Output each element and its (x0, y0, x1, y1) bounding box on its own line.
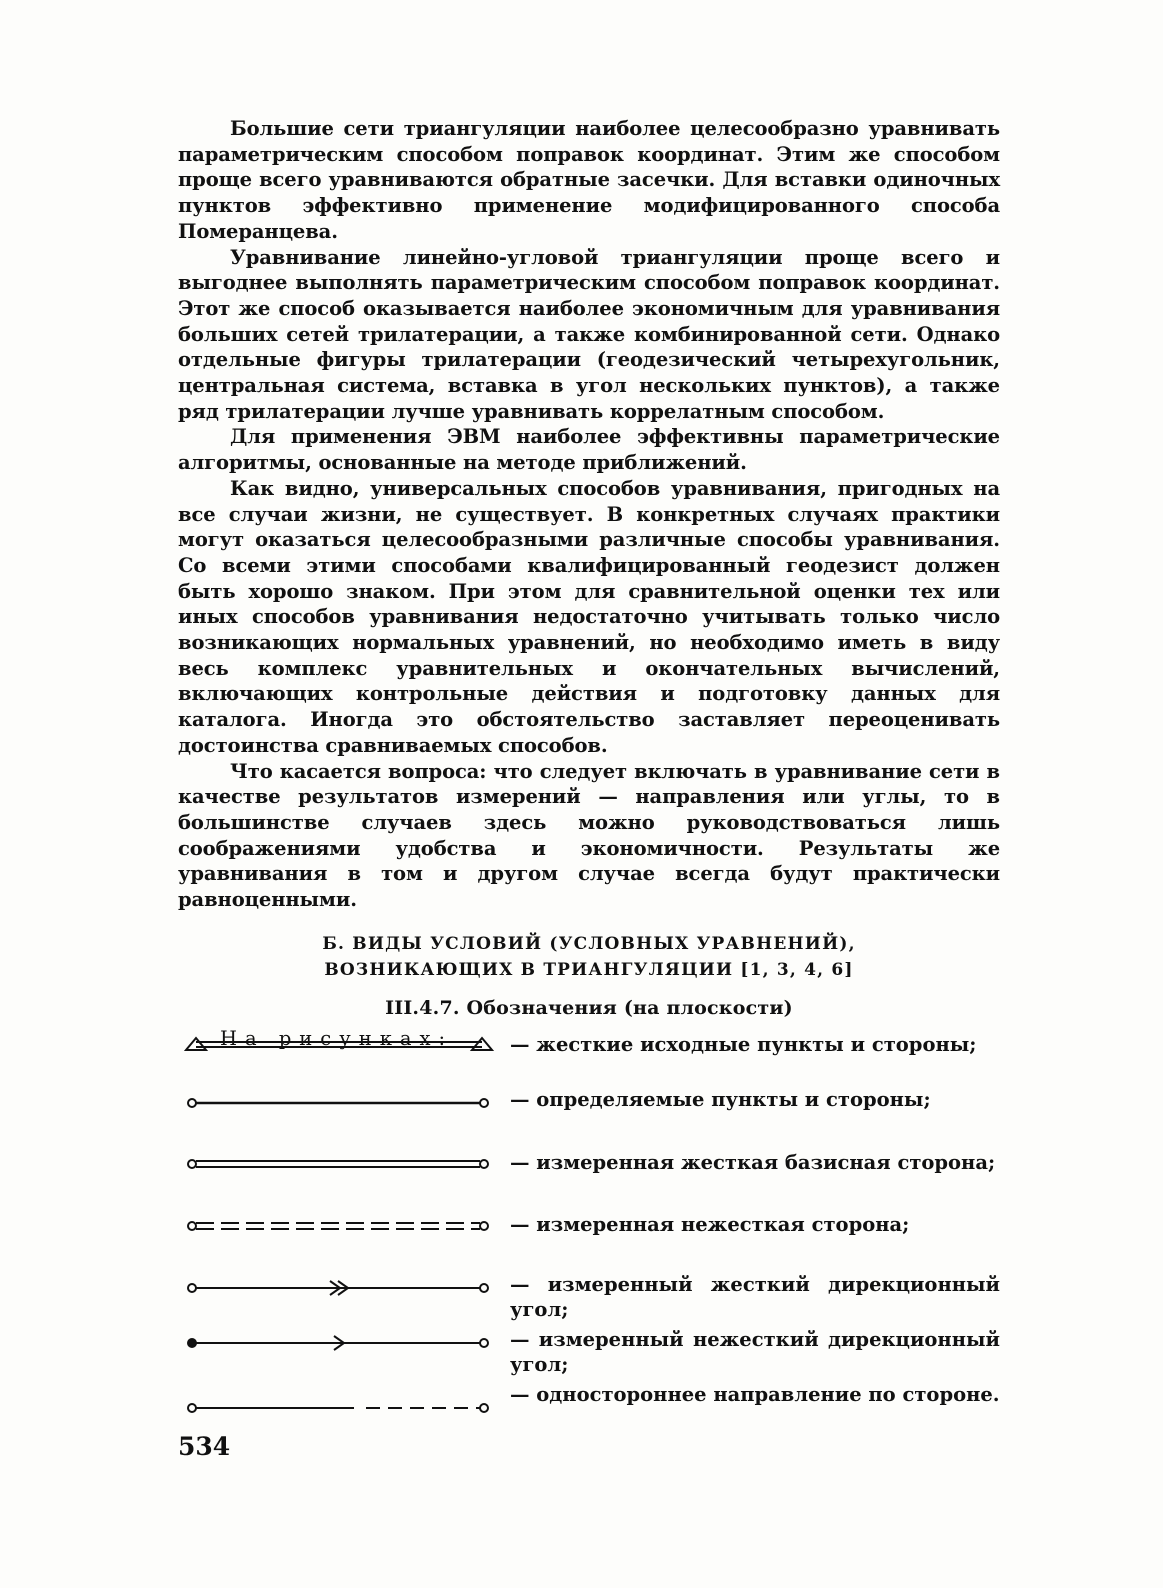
legend-intro: На рисунках: (220, 1026, 454, 1050)
legend-row-rigid-points (178, 1032, 1000, 1072)
rigid-baseline-symbol (184, 1150, 504, 1180)
nonrigid-side-symbol (184, 1212, 504, 1242)
nonrigid-angle-symbol (184, 1327, 504, 1357)
determined-points-symbol (184, 1087, 504, 1117)
legend-row-nonrigid-angle (178, 1327, 1000, 1383)
legend-row-rigid-baseline (178, 1150, 1000, 1206)
legend-text-nonrigid-angle: — измеренный нежесткий дирекционный угол; (510, 1328, 1000, 1376)
rigid-angle-symbol (184, 1272, 504, 1302)
one-sided-direction-symbol (184, 1382, 504, 1422)
legend-text-rigid-points: — жесткие исходные пункты и стороны; (510, 1033, 977, 1056)
legend-row-rigid-angle (178, 1272, 1000, 1328)
legend-text-rigid-baseline: — измеренная жесткая базисная сторона; (510, 1151, 996, 1174)
paragraph-5: Что касается вопроса: что следует включать в уравнивание сети в качестве результатов измерений — направления или углы, то в большинстве случаев здесь можно руководствоваться лишь соображениями удобства и экономичности. Результаты же уравнивания в том и другом случае всегда будут практически равноценными. (178, 759, 1000, 912)
page-number: 534 (178, 1432, 231, 1461)
paragraph-4: Как видно, универсальных способов уравнивания, пригодных на все случаи жизни, не существует. В конкретных случаях практики могут оказаться целесообразными различные способы уравнивания. Со всеми этими способами квалифицированный геодезист должен быть хорошо знаком. При этом для сравнительной оценки тех или иных способов уравнивания недостаточно учитывать только число возникающих нормальных уравнений, но необходимо иметь в виду весь комплекс уравнительных и окончательных вычислений, включающих контрольные действия и подготовку данных для каталога. Иногда это обстоятельство заставляет переоценивать достоинства сравниваемых способов. (178, 476, 1000, 757)
paragraph-1: Большие сети триангуляции наиболее целесообразно уравнивать параметрическим способом поправок координат. Этим же способом проще всего уравниваются обратные засечки. Для вставки одиночных пунктов эффективно применение модифицированного способа Померанцева. (178, 117, 1000, 243)
legend-text-one-sided: — одностороннее направление по стороне. (510, 1383, 1000, 1406)
paragraph-2: Уравнивание линейно-угловой триангуляции проще всего и выгоднее выполнять параметрическим способом поправок координат. Этот же способ оказывается наиболее экономичным для уравнивания больших сетей трилатерации, а также комбинированной сети. Однако отдельные фигуры трилатерации (геодезический четырехугольник, центральная система, вставка в угол нескольких пунктов), а также ряд трилатерации лучше уравнивать коррелатным способом. (178, 245, 1000, 423)
page-body (178, 116, 1000, 1050)
legend-text-nonrigid-side: — измеренная нежесткая сторона; (510, 1213, 910, 1236)
legend-row-nonrigid-side (178, 1212, 1000, 1252)
paragraph-3: Для применения ЭВМ наиболее эффективны параметрические алгоритмы, основанные на методе приближений. (178, 425, 1000, 475)
legend-text-rigid-angle: — измеренный жесткий дирекционный угол; (510, 1273, 1000, 1321)
section-heading-line-2: ВОЗНИКАЮЩИХ В ТРИАНГУЛЯЦИИ [1, 3, 4, 6] (324, 959, 854, 980)
rigid-points-symbol (184, 1032, 504, 1062)
subsection-heading: III.4.7. Обозначения (на плоскости) (385, 996, 793, 1019)
legend-row-determined-points (178, 1087, 1000, 1127)
legend-text-determined-points: — определяемые пункты и стороны; (510, 1088, 931, 1111)
section-heading-line-1: Б. ВИДЫ УСЛОВИЙ (УСЛОВНЫХ УРАВНЕНИЙ), (322, 933, 856, 954)
legend-row-one-sided (178, 1382, 1000, 1438)
